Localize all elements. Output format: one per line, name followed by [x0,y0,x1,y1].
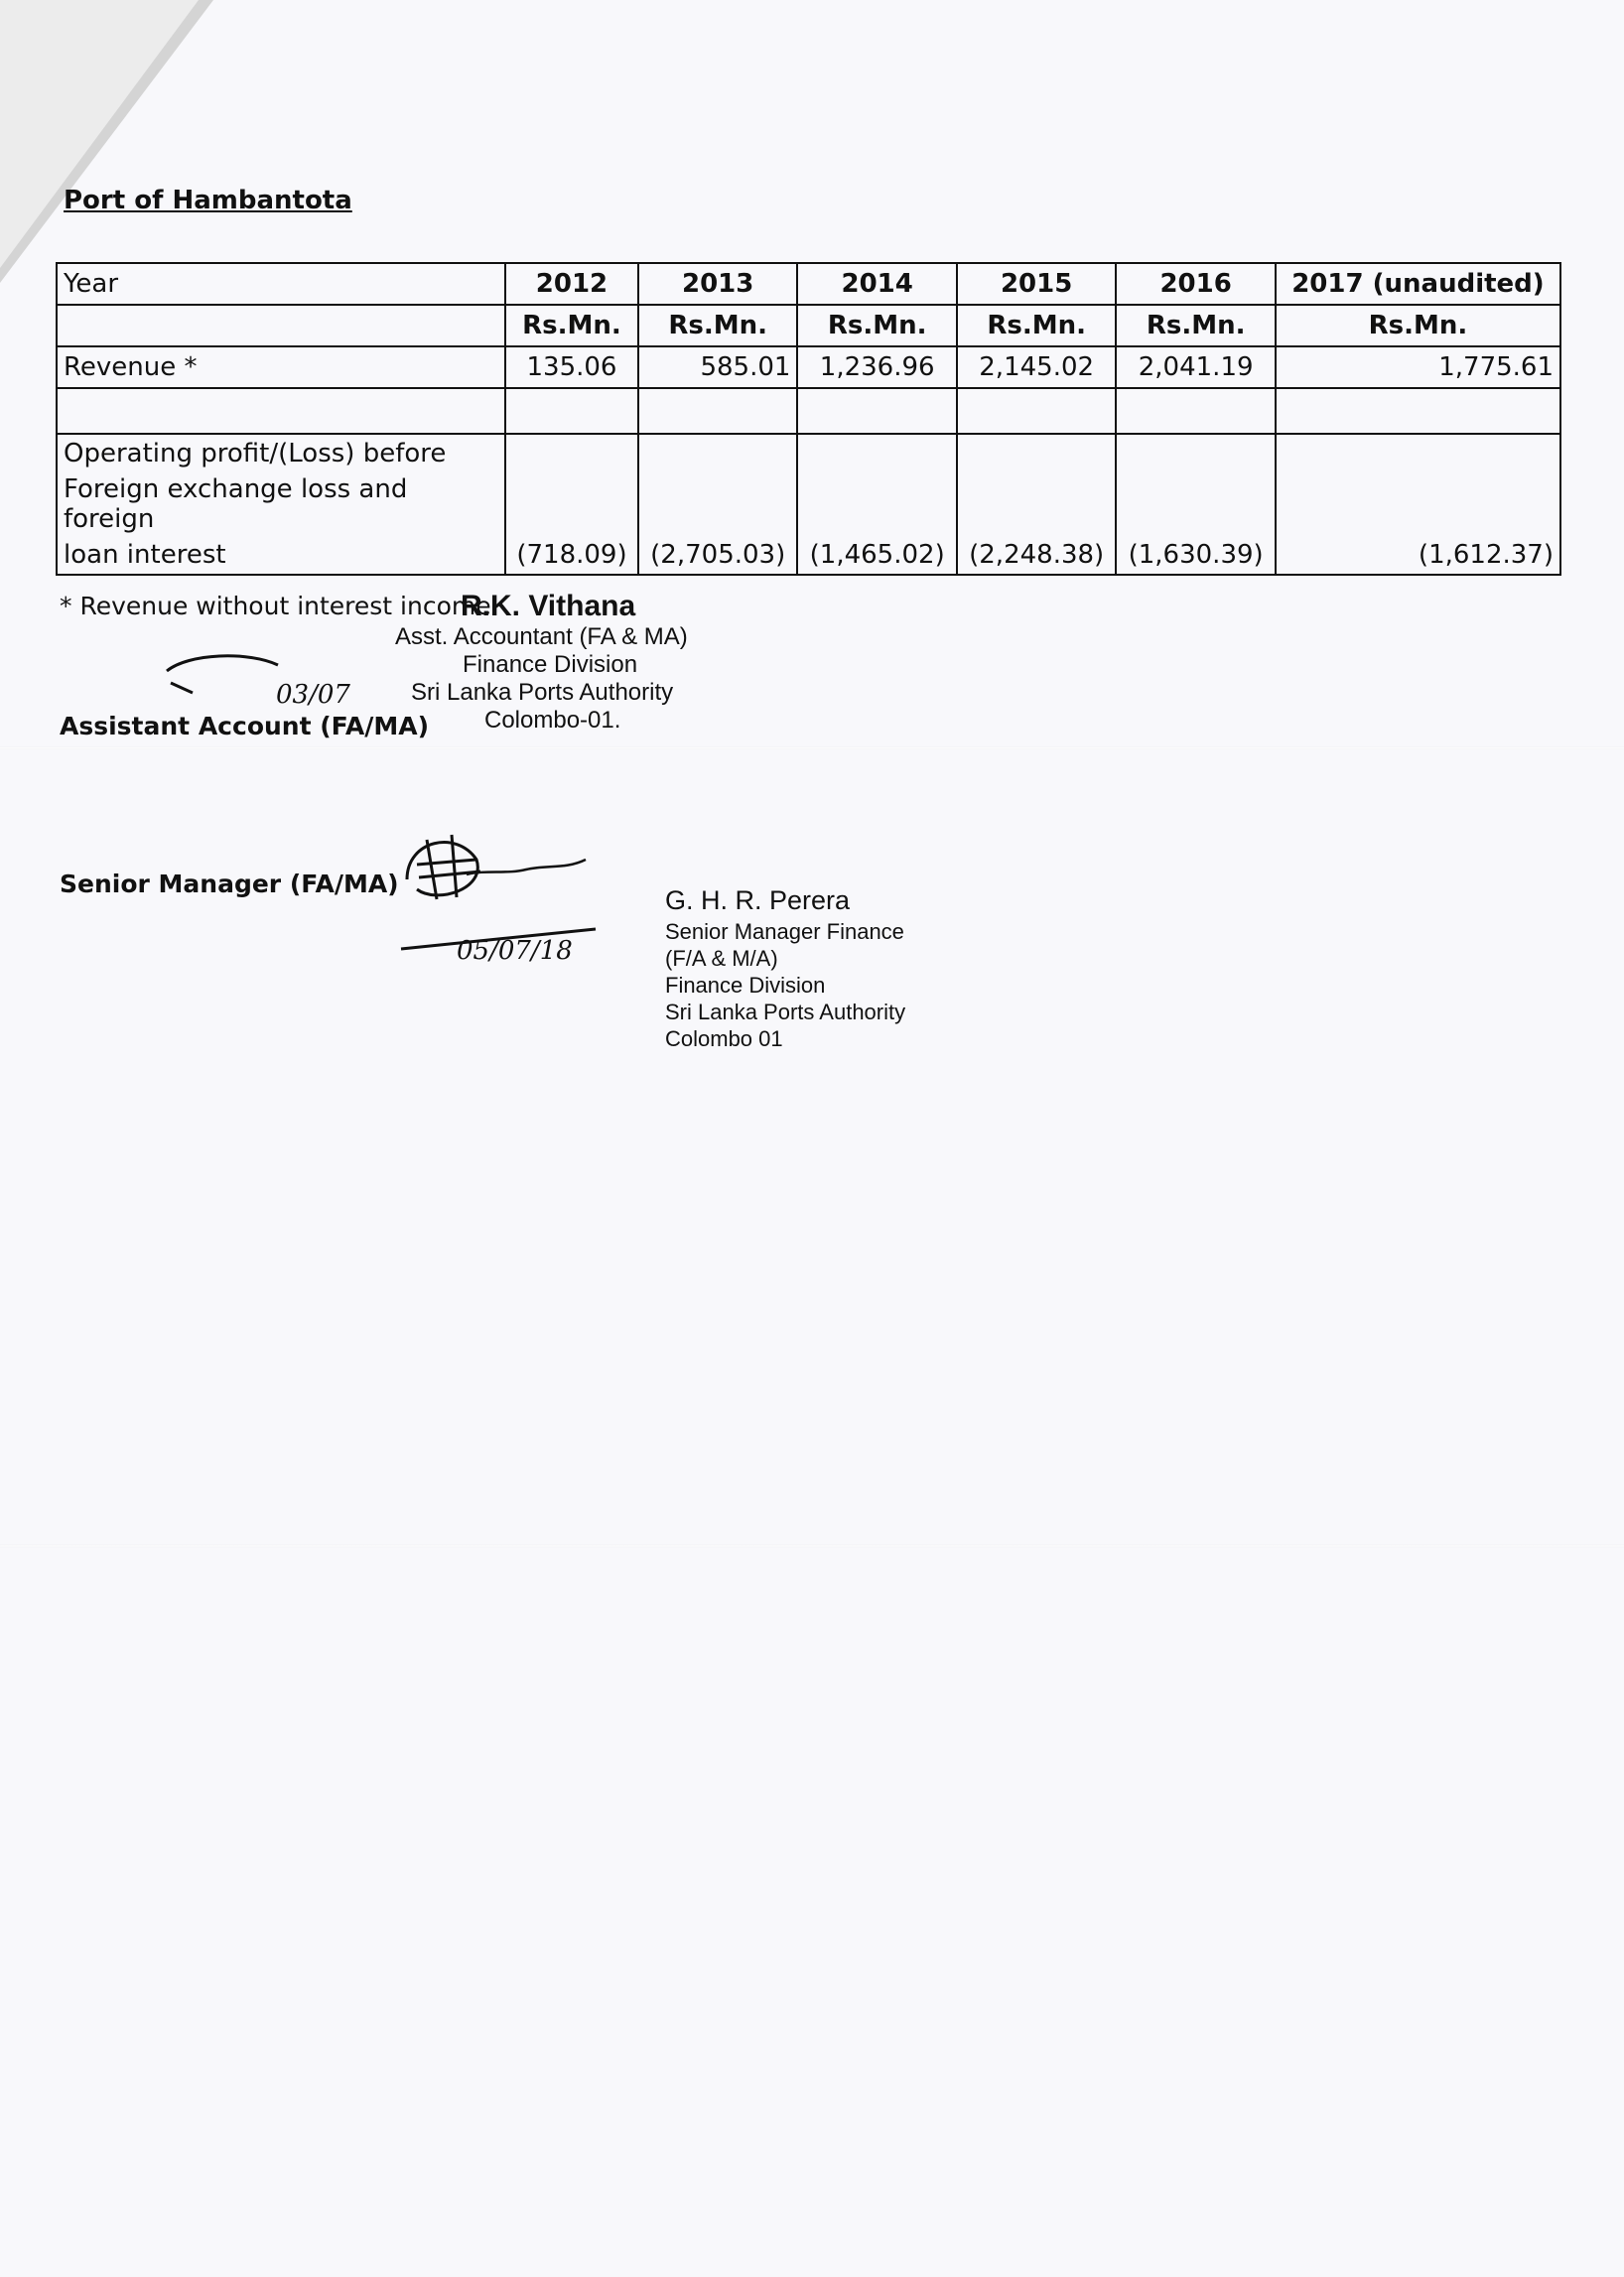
unit-label-empty [57,305,505,346]
op-label-line: Operating profit/(Loss) before [64,439,447,469]
year-cell: 2016 [1116,263,1275,305]
stamp-line: Sri Lanka Ports Authority [665,1000,906,1024]
stamp-line: Finance Division [463,651,638,678]
assistant-account-label: Assistant Account (FA/MA) [60,712,430,740]
handwritten-date: 05/07/18 [457,936,573,966]
revenue-value: 1,775.61 [1276,346,1560,388]
handwritten-signature [159,643,397,713]
revenue-value: 2,041.19 [1116,346,1275,388]
blank-row [57,388,1560,434]
senior-manager-label: Senior Manager (FA/MA) [60,870,399,898]
unit-cell: Rs.Mn. [1276,305,1560,346]
revenue-value: 2,145.02 [957,346,1116,388]
year-cell: 2015 [957,263,1116,305]
year-header: Year [57,263,505,305]
revenue-label: Revenue * [57,346,505,388]
unit-cell: Rs.Mn. [638,305,797,346]
operating-profit-value: (718.09) [505,434,638,575]
revenue-value: 1,236.96 [797,346,956,388]
unit-row [57,305,1560,346]
stamp-line: Sri Lanka Ports Authority [411,679,674,706]
revenue-footnote: * Revenue without interest income [60,592,491,620]
stamp-line: Colombo 01 [665,1026,783,1051]
op-label-line: loan interest [64,540,226,570]
operating-profit-value: (2,248.38) [957,434,1116,575]
operating-profit-value: (1,465.02) [797,434,956,575]
document-title: Port of Hambantota [64,186,352,215]
operating-profit-label [57,434,505,575]
handwritten-signature [397,820,615,969]
revenue-row [57,346,1560,388]
year-cell: 2012 [505,263,638,305]
year-cell: 2014 [797,263,956,305]
year-cell: 2013 [638,263,797,305]
revenue-value: 585.01 [638,346,797,388]
stamp-line: (F/A & M/A) [665,946,778,971]
paper-fold-line [0,746,1624,749]
operating-profit-row [57,434,1560,575]
year-row [57,263,1560,305]
stamp-line: Finance Division [665,973,826,998]
year-cell: 2017 (unaudited) [1276,263,1560,305]
unit-cell: Rs.Mn. [1116,305,1275,346]
op-label-line: Foreign exchange loss and foreign [64,474,408,534]
unit-cell: Rs.Mn. [505,305,638,346]
operating-profit-value: (1,612.37) [1276,434,1560,575]
paper-fold-line [0,1544,1624,1547]
revenue-value: 135.06 [505,346,638,388]
stamp-name: R.K. Vithana [461,590,636,622]
handwritten-date: 03/07 [276,680,350,710]
operating-profit-value: (2,705.03) [638,434,797,575]
stamp-line: Senior Manager Finance [665,919,904,944]
unit-cell: Rs.Mn. [957,305,1116,346]
unit-cell: Rs.Mn. [797,305,956,346]
financial-table [56,262,1561,576]
operating-profit-value: (1,630.39) [1116,434,1275,575]
stamp-line: Asst. Accountant (FA & MA) [395,623,688,650]
stamp-line: Colombo-01. [484,707,621,734]
stamp-name: G. H. R. Perera [665,885,851,915]
folded-corner-inner [0,0,199,268]
